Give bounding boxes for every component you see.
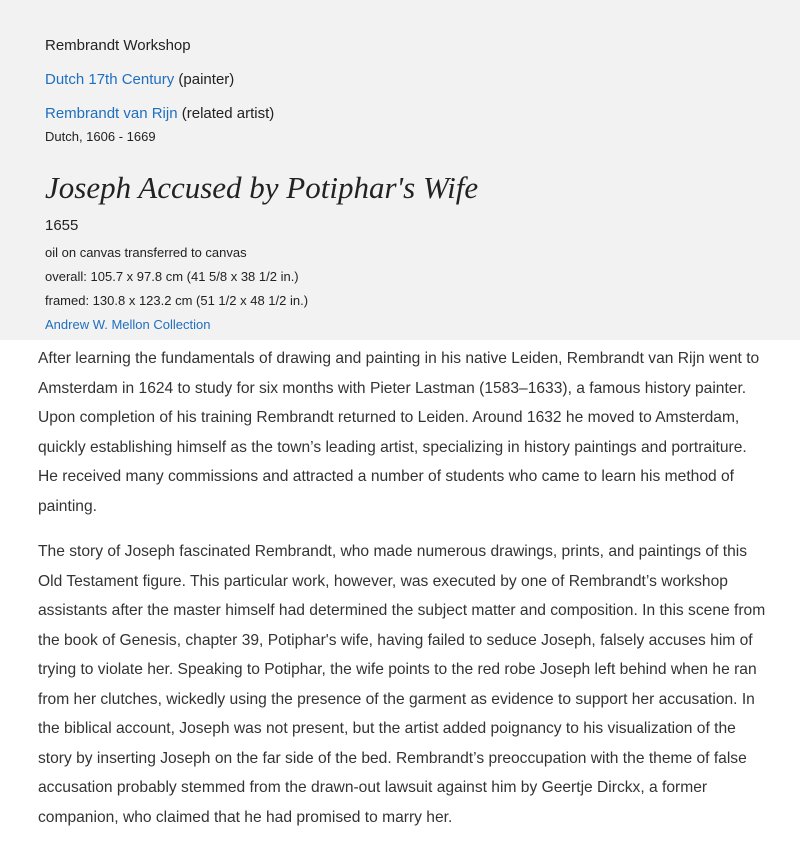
school-link[interactable]: Dutch 17th Century: [45, 71, 175, 88]
description-paragraph: After learning the fundamentals of drawing and painting in his native Leiden, Rembrandt van Rijn went to Amsterdam in 1624 to study for six months with Pieter Lastman (1583–1633), a famous history painter. Upon completion of his training Rembrandt returned to Leiden. Around 1632 he moved to Amsterdam, quickly establishing himself as the town’s leading artist, specializing in history paintings and portraiture. He received many commissions and attracted a number of students who came to learn his method of painting.: [38, 350, 760, 515]
credit-link[interactable]: Andrew W. Mellon Collection: [45, 317, 211, 332]
credit-line: [45, 317, 210, 332]
artwork-title: Joseph Accused by Potiphar's Wife: [45, 170, 479, 205]
artwork-header: [0, 0, 800, 340]
school-role: (painter): [174, 71, 235, 88]
artist-line: [45, 105, 274, 122]
framed-dimensions: framed: 130.8 x 123.2 cm (51 1/2 x 48 1/2 in.): [45, 293, 309, 308]
artist-nationality: Dutch, 1606 - 1669: [45, 129, 156, 144]
artist-link[interactable]: Rembrandt van Rijn: [45, 105, 178, 122]
artwork-medium: oil on canvas transferred to canvas: [45, 245, 247, 260]
overall-dimensions: overall: 105.7 x 97.8 cm (41 5/8 x 38 1/2 in.): [45, 269, 299, 284]
school-line: [45, 71, 234, 88]
artist-role: (related artist): [177, 105, 275, 122]
artwork-date: 1655: [45, 217, 79, 234]
attribution: Rembrandt Workshop: [45, 37, 191, 54]
description-paragraph: The story of Joseph fascinated Rembrandt, who made numerous drawings, prints, and paintings of this Old Testament figure. This particular work, however, was executed by one of Rembrandt’s workshop assistants after the master himself had determined the subject matter and composition. In this scene from the book of Genesis, chapter 39, Potiphar's wife, having failed to seduce Joseph, falsely accuses him of trying to violate her. Speaking to Potiphar, the wife points to the red robe Joseph left behind when he ran from her clutches, wickedly using the presence of the garment as evidence to support her accusation. In the biblical account, Joseph was not present, but the artist added poignancy to his visualization of the story by inserting Joseph on the far side of the bed. Rembrandt’s preoccupation with the theme of false accusation probably stemmed from the drawn-out lawsuit against him by Geertje Dirckx, a former companion, who claimed that he had promised to marry her.: [38, 543, 766, 826]
artwork-description: [38, 344, 768, 848]
